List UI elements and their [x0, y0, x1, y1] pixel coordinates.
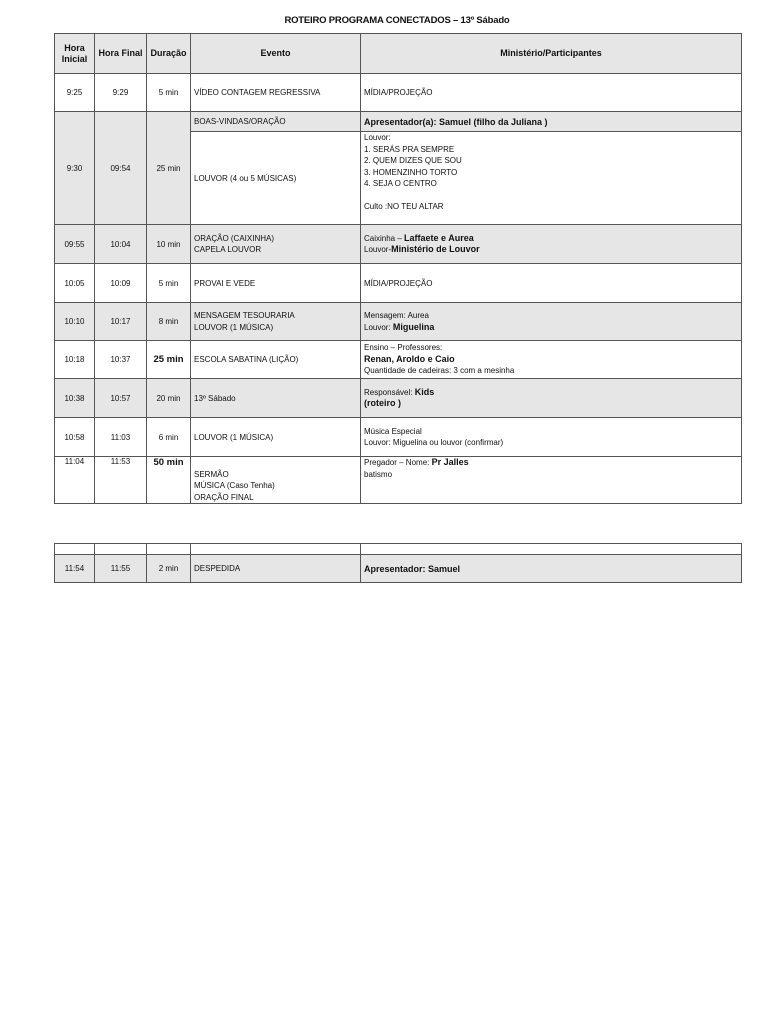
event	[191, 457, 361, 504]
end-time: 11:03	[95, 418, 147, 457]
ministry	[361, 341, 742, 379]
start-time: 10:05	[55, 264, 95, 303]
table-row	[55, 225, 742, 264]
duration: 20 min	[147, 379, 191, 418]
schedule-table	[54, 33, 742, 504]
duration: 8 min	[147, 303, 191, 341]
song-item: 3. HOMENZINHO TORTO	[364, 167, 458, 177]
end-time: 10:04	[95, 225, 147, 264]
table-row	[55, 555, 742, 583]
event	[191, 225, 361, 264]
ministry	[361, 225, 742, 264]
farewell-table	[54, 543, 742, 583]
start-time: 10:38	[55, 379, 95, 418]
document-title: ROTEIRO PROGRAMA CONECTADOS – 13º Sábado	[284, 15, 510, 26]
start-time: 09:55	[55, 225, 95, 264]
event-line: MENSAGEM TESOURARIA	[194, 311, 295, 320]
ministry-line: Responsável: Kids	[364, 386, 435, 397]
song-item: 1. SERÁS PRA SEMPRE	[364, 144, 455, 154]
header-start-time: Hora Inicial	[55, 34, 95, 74]
ministry-line: Ensino – Professores:	[364, 343, 443, 353]
table-row	[55, 341, 742, 379]
duration: 25 min	[147, 341, 191, 379]
empty-row	[55, 544, 742, 555]
event: LOUVOR (1 MÚSICA)	[191, 418, 361, 457]
ministry	[361, 112, 742, 132]
culto-song: Culto :NO TEU ALTAR	[364, 201, 444, 211]
event: 13º Sábado	[191, 379, 361, 418]
event-line: ORAÇÃO (CAIXINHA)	[194, 233, 275, 243]
start-time: 11:54	[55, 555, 95, 583]
table-row	[55, 264, 742, 303]
ministry-line: Louvor-Ministério de Louvor	[364, 244, 480, 254]
event: VÍDEO CONTAGEM REGRESSIVA	[191, 74, 361, 112]
duration: 10 min	[147, 225, 191, 264]
end-time: 11:53	[95, 457, 147, 504]
header-event: Evento	[191, 34, 361, 74]
event-line: SERMÃO	[194, 469, 229, 479]
duration: 2 min	[147, 555, 191, 583]
ministry-line: Caixinha – Laffaete e Aurea	[364, 232, 474, 243]
header-end-time: Hora Final	[95, 34, 147, 74]
ministry-line: Louvor: Miguelina	[364, 321, 435, 332]
end-time: 10:37	[95, 341, 147, 379]
header-ministry: Ministério/Participantes	[361, 34, 742, 74]
event	[191, 303, 361, 341]
start-time: 10:58	[55, 418, 95, 457]
table-row	[55, 457, 742, 504]
ministry	[361, 303, 742, 341]
end-time: 10:57	[95, 379, 147, 418]
duration: 50 min	[147, 457, 191, 504]
presenter-label: Apresentador(a):	[364, 116, 440, 127]
ministry-line: (roteiro )	[364, 398, 401, 408]
start-time: 11:04	[55, 457, 95, 504]
start-time: 10:10	[55, 303, 95, 341]
ministry-line: batismo	[364, 469, 393, 479]
event-line: MÚSICA (Caso Tenha)	[194, 481, 275, 490]
duration: 5 min	[147, 264, 191, 303]
ministry-line: Quantidade de cadeiras: 3 com a mesinha	[364, 366, 515, 376]
start-time: 9:30	[55, 112, 95, 225]
event: ESCOLA SABATINA (LIÇÃO)	[191, 341, 361, 379]
ministry	[361, 457, 742, 504]
end-time: 9:29	[95, 74, 147, 112]
song-item: 2. QUEM DIZES QUE SOU	[364, 156, 462, 165]
ministry-line: Mensagem: Aurea	[364, 311, 429, 320]
table-row	[55, 418, 742, 457]
ministry-line: Louvor: Miguelina ou louvor (confirmar)	[364, 438, 504, 447]
event: PROVAI E VEDE	[191, 264, 361, 303]
song-list-label: Louvor:	[364, 133, 391, 142]
end-time: 09:54	[95, 112, 147, 225]
ministry	[361, 418, 742, 457]
event: DESPEDIDA	[191, 555, 361, 583]
table-row	[55, 379, 742, 418]
duration: 5 min	[147, 74, 191, 112]
table-row	[55, 74, 742, 112]
ministry: MÍDIA/PROJEÇÃO	[361, 74, 742, 112]
event-line: CAPELA LOUVOR	[194, 245, 262, 254]
ministry: MÍDIA/PROJEÇÃO	[361, 264, 742, 303]
event: BOAS-VINDAS/ORAÇÃO	[191, 112, 361, 132]
table-row	[55, 303, 742, 341]
end-time: 10:09	[95, 264, 147, 303]
end-time: 10:17	[95, 303, 147, 341]
event-line: ORAÇÃO FINAL	[194, 492, 254, 502]
event: LOUVOR (4 ou 5 MÚSICAS)	[191, 132, 361, 225]
ministry: Apresentador: Samuel	[361, 555, 742, 583]
ministry	[361, 132, 742, 225]
teachers: Renan, Aroldo e Caio	[364, 353, 455, 364]
presenter-name: Samuel (filho da Juliana )	[439, 116, 548, 127]
header-duration: Duração	[147, 34, 191, 74]
end-time: 11:55	[95, 555, 147, 583]
duration: 6 min	[147, 418, 191, 457]
start-time: 10:18	[55, 341, 95, 379]
song-item: 4. SEJA O CENTRO	[364, 179, 437, 188]
table-row	[55, 112, 742, 132]
duration: 25 min	[147, 112, 191, 225]
ministry-line: Pregador – Nome: Pr Jalles	[364, 457, 469, 467]
ministry-line: Música Especial	[364, 426, 422, 436]
start-time: 9:25	[55, 74, 95, 112]
header-row	[55, 34, 742, 74]
ministry	[361, 379, 742, 418]
event-line: LOUVOR (1 MÚSICA)	[194, 322, 274, 332]
